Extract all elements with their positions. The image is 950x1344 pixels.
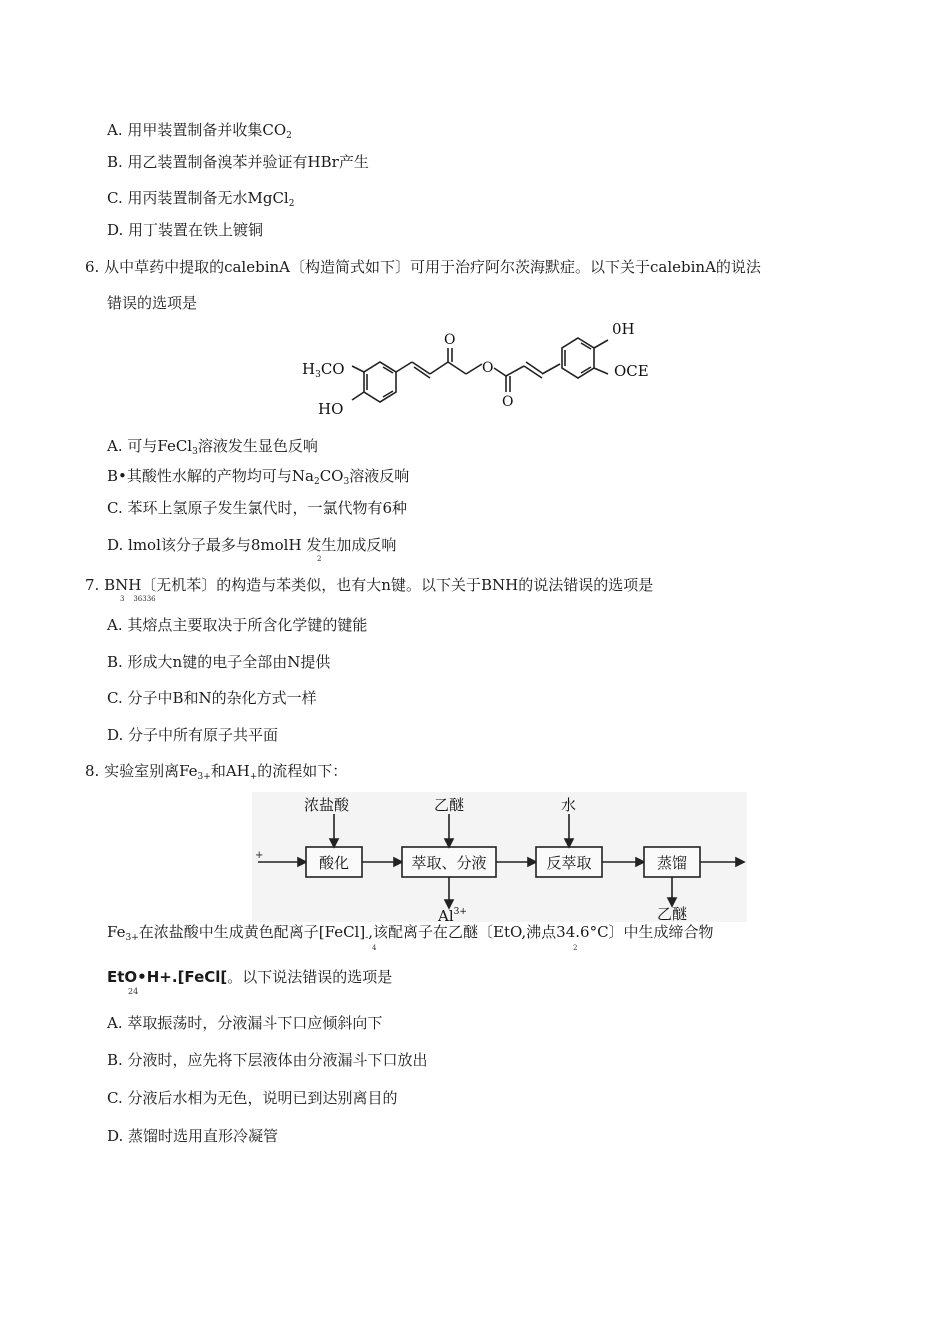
- q8-option-d: D. 蒸馏时选用直形冷凝管: [107, 1127, 279, 1145]
- calebin-a-structure: [296, 312, 666, 424]
- q5-option-c: C. 用丙装置制备无水MgCl$_2$: [107, 189, 295, 209]
- q8-option-b: B. 分液时，应先将下层液体由分液漏斗下口放出: [107, 1051, 428, 1069]
- flow-input-ether: 乙醚: [434, 796, 465, 814]
- q8-option-c: C. 分液后水相为无色，说明已到达别离目的: [107, 1089, 398, 1107]
- right-benzene-ring: [562, 338, 594, 378]
- left-benzene-ring: [364, 362, 396, 402]
- separation-flow-chart: [252, 792, 747, 922]
- flow-input-conc-hcl: 浓盐酸: [304, 796, 350, 814]
- flow-input-water: 水: [561, 796, 577, 814]
- q6-option-a: A. 可与FeCl$_3$溶液发生显色反响: [107, 437, 318, 457]
- q5-option-a: A. 用甲装置制备并收集$CO_2$: [107, 121, 292, 141]
- q5-option-b: B. 用乙装置制备溴苯并验证有HBr产生: [107, 153, 369, 171]
- q8-stem: 8. 实验室别离$Fe_{3+}$和$AH_+$的流程如下：: [85, 762, 348, 782]
- q6-option-b: B•其酸性水解的产物均可与$Na_2CO_3$溶液反响: [107, 467, 410, 487]
- flow-box-extract-label: 萃取、分液: [411, 854, 487, 872]
- q8-paragraph-sub-2: 2: [573, 944, 578, 952]
- q5-option-d: D. 用丁装置在铁上镀铜: [107, 221, 264, 239]
- flow-left-mark: +: [255, 850, 264, 861]
- q6-stem-line-2: 错误的选项是: [107, 294, 198, 312]
- flow-output-ether: 乙醚: [657, 905, 688, 922]
- struct-h3co-label: $H_3CO$: [302, 360, 345, 380]
- struct-ho-label: HO: [318, 400, 344, 418]
- q6-option-c: C. 苯环上氢原子发生氯代时，一氯代物有6种: [107, 499, 408, 517]
- q6-option-d-subscript: 2: [317, 555, 322, 563]
- q6-stem-line-1: 6. 从中草药中提取的calebinA〔构造简式如下〕可用于治疗阿尔茨海默症。以下关于calebinA的说法: [85, 258, 761, 276]
- q7-option-c: C. 分子中B和N的杂化方式一样: [107, 689, 317, 707]
- struct-oh-top: 0H: [612, 320, 635, 338]
- flow-box-distill-label: 蒸馏: [656, 854, 688, 872]
- flow-box-back-extract-label: 反萃取: [546, 854, 592, 872]
- q7-option-a: A. 其熔点主要取决于所含化学键的键能: [107, 616, 368, 634]
- q8-paragraph-line-2: EtO•H+.[FeCl[。以下说法错误的选项是: [107, 968, 393, 986]
- struct-oce-label: OCE: [614, 362, 649, 380]
- q7-stem: 7. BNH〔无机苯〕的构造与苯类似，也有大n键。以下关于BNH的说法错误的选项是: [85, 576, 654, 594]
- q7-option-d: D. 分子中所有原子共平面: [107, 726, 279, 744]
- q6-option-d: D. lmol该分子最多与8molH 发生加成反响: [107, 536, 397, 554]
- q8-paragraph-line-2-subscript: 24: [128, 987, 139, 996]
- struct-ketone-o: O: [444, 332, 456, 348]
- q7-stem-subscripts: 3 36336: [120, 595, 156, 603]
- struct-carbonyl-o: O: [502, 394, 514, 410]
- q8-paragraph-sub-4: 4: [372, 944, 377, 952]
- struct-ester-o: O: [482, 360, 494, 376]
- q7-option-b: B. 形成大n键的电子全部由N提供: [107, 653, 331, 671]
- q8-option-a: A. 萃取振荡时，分液漏斗下口应倾斜向下: [107, 1014, 383, 1032]
- flow-box-acidify-label: 酸化: [318, 854, 350, 872]
- q8-paragraph-line-1: $Fe_{3+}$在浓盐酸中生成黄色配离子$[FeCl]_-$,该配离子在乙醚〔EtO,沸点34.6°C〕中生成缔合物: [107, 923, 714, 943]
- flow-output-al: $Al^{3+}$: [438, 907, 467, 922]
